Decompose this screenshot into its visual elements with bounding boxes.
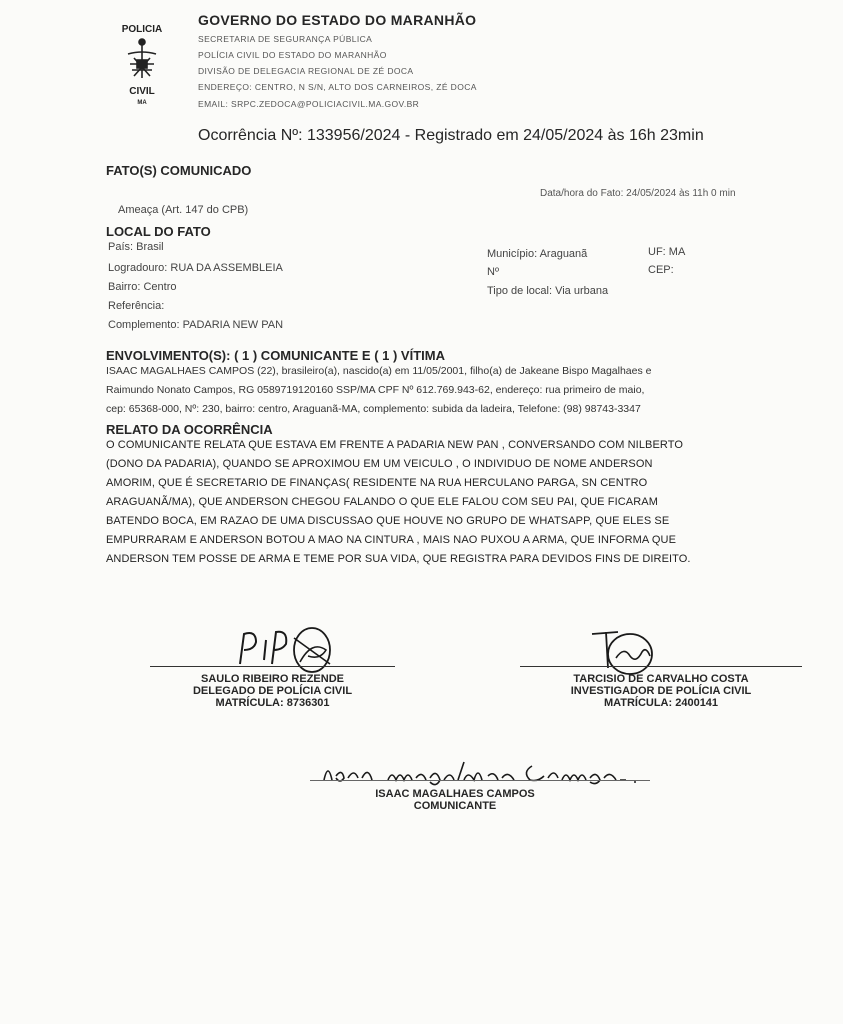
delegado-matricula: MATRÍCULA: 8736301 [215,697,330,709]
investigador-role: INVESTIGADOR DE POLÍCIA CIVIL [570,685,752,697]
occurrence-number: Ocorrência Nº: 133956/2024 - Registrado em 24/05/2024 às 16h 23min [198,127,704,144]
badge-icon [128,39,156,78]
envolvimento-line-1: ISAAC MAGALHAES CAMPOS (22), brasileiro(a), nascido(a) em 11/05/2001, filho(a) de Jakeane Bispo Magalhaes e [106,365,652,377]
investigador-name: TARCISIO DE CARVALHO COSTA [573,673,749,685]
investigador-signature [588,620,668,680]
local-numero: Nº [487,266,499,278]
relato-line-2: (DONO DA PADARIA), QUANDO SE APROXIMOU EM UM VEICULO , O INDIVIDUO DE NOME ANDERSON [106,458,653,470]
local-cep: CEP: [648,264,674,276]
comunicante-name: ISAAC MAGALHAES CAMPOS [375,788,535,800]
header-line-2: POLÍCIA CIVIL DO ESTADO DO MARANHÃO [198,50,387,60]
investigador-signature-line [520,666,802,667]
header-line-4: ENDEREÇO: CENTRO, N S/N, ALTO DOS CARNEIROS, ZÉ DOCA [198,82,477,92]
header-line-1: SECRETARIA DE SEGURANÇA PÚBLICA [198,34,373,44]
comunicante-handwritten-signature [318,756,648,790]
investigador-matricula: MATRÍCULA: 2400141 [603,697,719,709]
fato-title: FATO(S) COMUNICADO [106,163,252,178]
delegado-name: SAULO RIBEIRO REZENDE [200,673,344,685]
envolvimento-line-2: Raimundo Nonato Campos, RG 0589719120160 SSP/MA CPF Nº 612.769.943-62, endereço: rua primeiro de maio, [106,384,645,396]
logo-bottom-text: CIVIL [129,86,155,97]
fato-item: Ameaça (Art. 147 do CPB) [118,204,249,216]
local-pais: País: Brasil [108,241,164,253]
delegado-signature-line [150,666,395,667]
logo-state-text: MA [137,100,147,106]
local-tipo: Tipo de local: Via urbana [487,285,609,297]
logo-top-text: POLICIA [121,24,163,35]
local-municipio: Município: Araguanã [487,248,588,260]
envolvimento-line-3: cep: 65368-000, Nº: 230, bairro: centro, Araguanã-MA, complemento: subida da ladeira, Telefone: (98) 98743-3347 [106,403,641,415]
relato-title: RELATO DA OCORRÊNCIA [106,422,273,437]
fato-datetime: Data/hora do Fato: 24/05/2024 às 11h 0 min [540,188,736,199]
header-line-5: EMAIL: SRPC.ZEDOCA@POLICIACIVIL.MA.GOV.BR [198,99,420,109]
local-bairro: Bairro: Centro [108,281,177,293]
relato-line-5: BATENDO BOCA, EM RAZAO DE UMA DISCUSSAO QUE HOUVE NO GRUPO DE WHATSAPP, QUE ELES SE [106,515,670,527]
comunicante-signature-line [310,780,650,781]
relato-line-3: AMORIM, QUE É SECRETARIO DE FINANÇAS( RESIDENTE NA RUA HERCULANO PARGA, SN CENTRO [106,477,648,489]
government-title: GOVERNO DO ESTADO DO MARANHÃO [198,12,477,28]
local-uf: UF: MA [648,246,686,258]
relato-line-6: EMPURRARAM E ANDERSON BOTOU A MAO NA CINTURA , MAIS NAO PUXOU A ARMA, QUE INFORMA QUE [106,534,677,546]
envolvimento-title: ENVOLVIMENTO(S): ( 1 ) COMUNICANTE E ( 1 ) VÍTIMA [106,348,445,363]
local-logradouro: Logradouro: RUA DA ASSEMBLEIA [108,262,283,274]
local-referencia: Referência: [108,300,165,312]
local-complemento: Complemento: PADARIA NEW PAN [108,319,284,331]
relato-line-1: O COMUNICANTE RELATA QUE ESTAVA EM FRENTE A PADARIA NEW PAN , CONVERSANDO COM NILBERTO [106,439,684,451]
relato-line-4: ARAGUANÃ/MA), QUE ANDERSON CHEGOU FALANDO O QUE ELE FALOU COM SEU PAI, QUE FICARAM [106,496,658,508]
header-line-3: DIVISÃO DE DELEGACIA REGIONAL DE ZÉ DOCA [198,66,414,76]
comunicante-role: COMUNICANTE [413,800,497,812]
relato-line-7: ANDERSON TEM POSSE DE ARMA E TEME POR SUA VIDA, QUE REGISTRA PARA DEVIDOS FINS DE DIREITO. [106,553,691,565]
delegado-role: DELEGADO DE POLÍCIA CIVIL [192,685,353,697]
local-title: LOCAL DO FATO [106,224,211,239]
policia-civil-logo [108,20,176,112]
